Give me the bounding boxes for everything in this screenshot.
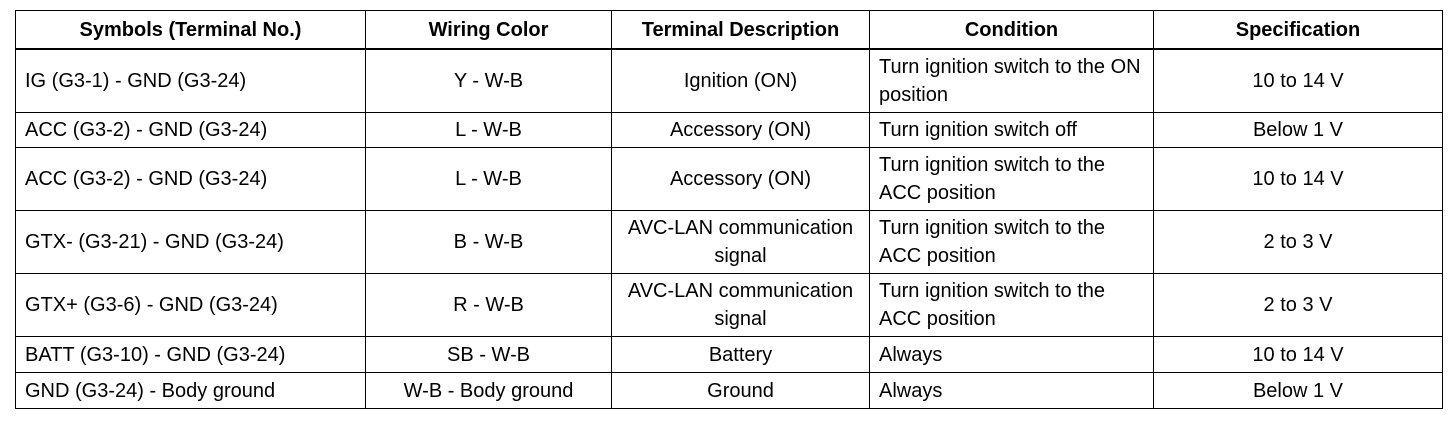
- cell-condition: Always: [870, 373, 1154, 409]
- header-row: [16, 11, 1443, 50]
- cell-symbol: GND (G3-24) - Body ground: [16, 373, 366, 409]
- cell-terminal-description: Ignition (ON): [612, 49, 870, 113]
- table-row: [16, 337, 1443, 373]
- cell-condition: Turn ignition switch to the ON position: [870, 49, 1154, 113]
- cell-symbol: GTX+ (G3-6) - GND (G3-24): [16, 274, 366, 337]
- cell-specification: 10 to 14 V: [1154, 337, 1443, 373]
- cell-condition: Turn ignition switch to the ACC position: [870, 148, 1154, 211]
- cell-wiring-color: W-B - Body ground: [366, 373, 612, 409]
- cell-terminal-description: AVC-LAN communication signal: [612, 211, 870, 274]
- cell-condition: Always: [870, 337, 1154, 373]
- cell-terminal-description: Battery: [612, 337, 870, 373]
- cell-wiring-color: B - W-B: [366, 211, 612, 274]
- cell-specification: Below 1 V: [1154, 113, 1443, 148]
- cell-wiring-color: L - W-B: [366, 113, 612, 148]
- header-specification: Specification: [1154, 11, 1443, 50]
- cell-symbol: ACC (G3-2) - GND (G3-24): [16, 148, 366, 211]
- table-row: [16, 274, 1443, 337]
- table-row: [16, 211, 1443, 274]
- cell-condition: Turn ignition switch to the ACC position: [870, 274, 1154, 337]
- cell-symbol: GTX- (G3-21) - GND (G3-24): [16, 211, 366, 274]
- cell-condition: Turn ignition switch to the ACC position: [870, 211, 1154, 274]
- cell-terminal-description: Accessory (ON): [612, 148, 870, 211]
- table-row: [16, 148, 1443, 211]
- cell-wiring-color: Y - W-B: [366, 49, 612, 113]
- cell-terminal-description: Ground: [612, 373, 870, 409]
- terminal-spec-table: [15, 10, 1443, 409]
- cell-wiring-color: L - W-B: [366, 148, 612, 211]
- cell-terminal-description: AVC-LAN communication signal: [612, 274, 870, 337]
- cell-specification: 2 to 3 V: [1154, 274, 1443, 337]
- cell-condition: Turn ignition switch off: [870, 113, 1154, 148]
- cell-specification: 10 to 14 V: [1154, 148, 1443, 211]
- cell-symbol: BATT (G3-10) - GND (G3-24): [16, 337, 366, 373]
- table-row: [16, 113, 1443, 148]
- header-wiring-color: Wiring Color: [366, 11, 612, 50]
- header-terminal-description: Terminal Description: [612, 11, 870, 50]
- table-row: [16, 373, 1443, 409]
- cell-wiring-color: SB - W-B: [366, 337, 612, 373]
- header-condition: Condition: [870, 11, 1154, 50]
- cell-wiring-color: R - W-B: [366, 274, 612, 337]
- cell-specification: 2 to 3 V: [1154, 211, 1443, 274]
- cell-specification: Below 1 V: [1154, 373, 1443, 409]
- cell-specification: 10 to 14 V: [1154, 49, 1443, 113]
- table-row: [16, 49, 1443, 113]
- cell-terminal-description: Accessory (ON): [612, 113, 870, 148]
- cell-symbol: ACC (G3-2) - GND (G3-24): [16, 113, 366, 148]
- header-symbols: Symbols (Terminal No.): [16, 11, 366, 50]
- cell-symbol: IG (G3-1) - GND (G3-24): [16, 49, 366, 113]
